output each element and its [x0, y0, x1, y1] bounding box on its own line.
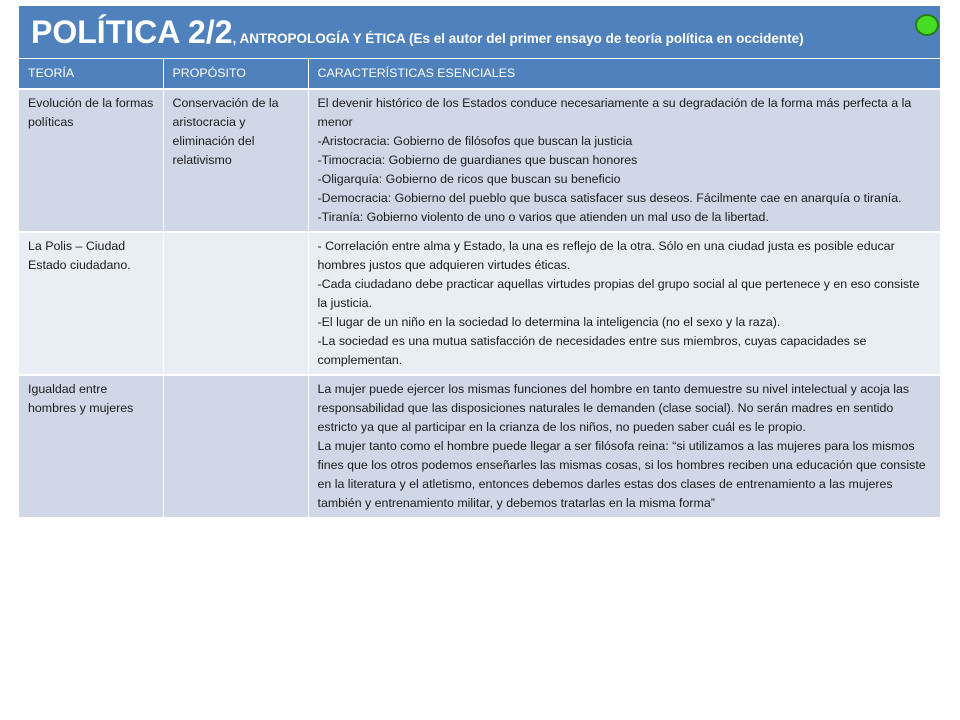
cell-caracteristicas [308, 232, 940, 375]
cell-caracteristicas [308, 89, 940, 232]
slide-title: POLÍTICA 2/2 [31, 14, 233, 50]
characteristic-line: La mujer puede ejercer los mismas funciones del hombre en tanto demuestre su nivel intelectual y acoja las responsabilidad que las disposiciones naturales le demanden (clase social). No serán madres en sentido estricto ya que al participar en la crianza de los niños, no pueden saber cuál es le propio. [317, 382, 910, 434]
table-row [19, 375, 940, 518]
characteristic-line: -Aristocracia: Gobierno de filósofos que buscan la justicia [317, 134, 633, 148]
green-circle-icon [915, 14, 939, 36]
table-header-row [19, 59, 940, 89]
characteristic-line: - Correlación entre alma y Estado, la una es reflejo de la otra. Sólo en una ciudad justa es posible educar hombres justos que adquieren virtudes éticas. [317, 239, 895, 272]
politics-table [19, 59, 941, 519]
cell-proposito [163, 232, 308, 375]
slide-subtitle: , ANTROPOLOGÍA Y ÉTICA (Es el autor del primer ensayo de teoría política en occidente) [232, 31, 804, 46]
cell-caracteristicas [308, 375, 940, 518]
characteristic-line: -Cada ciudadano debe practicar aquellas virtudes propias del grupo social al que pertenece y en eso consiste la justicia. [317, 277, 920, 310]
characteristic-line: El devenir histórico de los Estados conduce necesariamente a su degradación de la forma más perfecta a la menor [317, 96, 912, 129]
header-teoria: TEORÍA [19, 59, 163, 89]
header-proposito: PROPÓSITO [163, 59, 308, 89]
cell-teoria: Evolución de la formas políticas [19, 89, 163, 232]
cell-teoria: La Polis – Ciudad Estado ciudadano. [19, 232, 163, 375]
characteristic-line: La mujer tanto como el hombre puede llegar a ser filósofa reina: “si utilizamos a las mujeres para los mismos fines que los otros podemos enseñarles las mismas cosas, si los hombres reciben una educación que consiste en la literatura y el atletismo, entonces debemos darles estas dos clases de entrenamiento a las mujeres también y entrenamiento militar, y debemos tratarlas en la misma forma” [317, 439, 926, 510]
characteristic-line: -El lugar de un niño en la sociedad lo determina la inteligencia (no el sexo y la raza). [317, 315, 781, 329]
table-row [19, 232, 940, 375]
header-caracteristicas: CARACTERÍSTICAS ESENCIALES [308, 59, 940, 89]
characteristic-line: -La sociedad es una mutua satisfacción de necesidades entre sus miembros, cuyas capacidades se complementan. [317, 334, 867, 367]
characteristic-line: -Tiranía: Gobierno violento de uno o varios que atienden un mal uso de la libertad. [317, 210, 769, 224]
slide-title-bar [19, 6, 940, 58]
characteristic-line: -Democracia: Gobierno del pueblo que busca satisfacer sus deseos. Fácilmente cae en anarquía o tiranía. [317, 191, 902, 205]
characteristic-line: -Oligarquía: Gobierno de ricos que buscan su beneficio [317, 172, 621, 186]
table-row [19, 89, 940, 232]
cell-teoria: Igualdad entre hombres y mujeres [19, 375, 163, 518]
characteristic-line: -Timocracia: Gobierno de guardianes que buscan honores [317, 153, 638, 167]
cell-proposito: Conservación de la aristocracia y eliminación del relativismo [163, 89, 308, 232]
cell-proposito [163, 375, 308, 518]
